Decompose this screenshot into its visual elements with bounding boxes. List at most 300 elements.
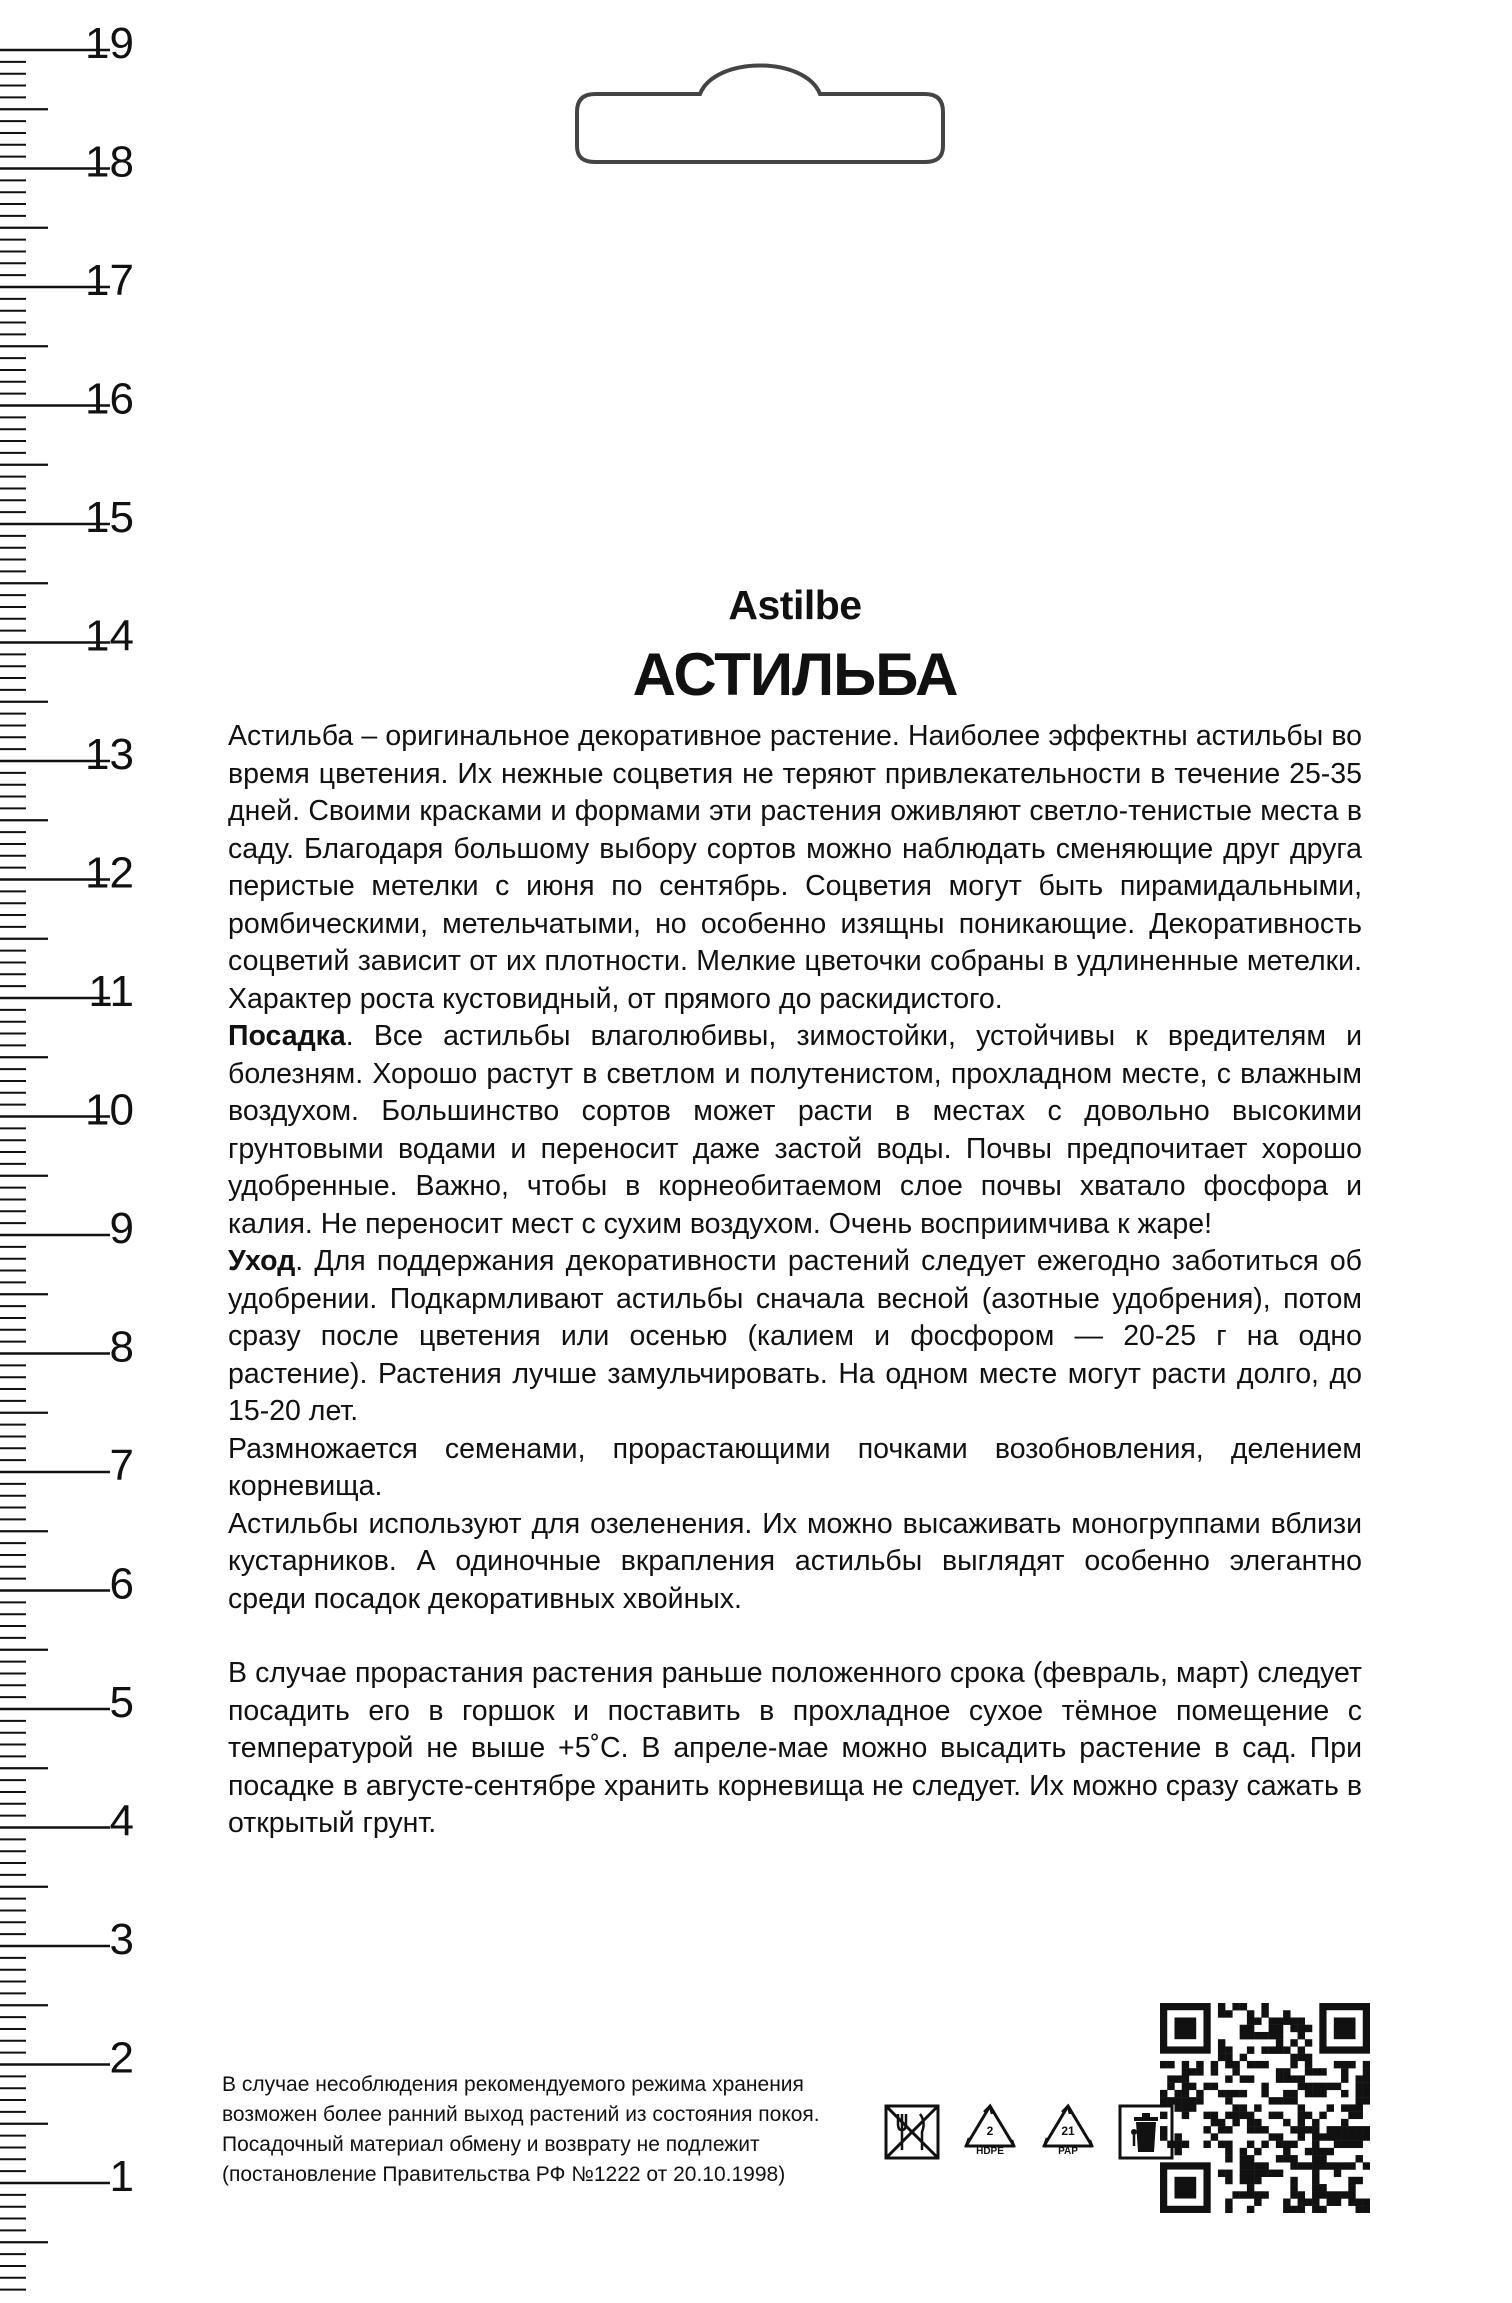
- qr-module: [1232, 2104, 1239, 2111]
- qr-module: [1203, 2141, 1210, 2148]
- qr-module: [1182, 2141, 1189, 2148]
- qr-module: [1341, 2104, 1348, 2111]
- footnote-line: В случае несоблюдения рекомендуемого режима хранения: [222, 2073, 804, 2096]
- qr-module: [1348, 2104, 1355, 2111]
- qr-module: [1261, 2170, 1268, 2177]
- qr-module: [1261, 2032, 1268, 2039]
- qr-module: [1174, 2075, 1181, 2082]
- qr-module: [1327, 2104, 1334, 2111]
- qr-module: [1247, 2017, 1254, 2024]
- qr-module: [1240, 2003, 1247, 2010]
- qr-module: [1269, 2097, 1276, 2104]
- qr-module: [1319, 2112, 1326, 2119]
- ruler-label: 18: [85, 137, 134, 187]
- qr-module: [1348, 2191, 1355, 2198]
- qr-module: [1225, 2054, 1232, 2061]
- qr-module: [1290, 2155, 1297, 2162]
- qr-module: [1254, 2199, 1261, 2206]
- qr-module: [1225, 2097, 1232, 2104]
- qr-module: [1327, 2162, 1334, 2169]
- qr-module: [1276, 2017, 1283, 2024]
- qr-module: [1254, 2177, 1261, 2184]
- qr-module: [1174, 2097, 1181, 2104]
- qr-module: [1218, 2126, 1225, 2133]
- qr-module: [1327, 2148, 1334, 2155]
- qr-module: [1218, 2141, 1225, 2148]
- qr-module: [1363, 2133, 1370, 2140]
- qr-module: [1232, 2061, 1239, 2068]
- qr-module: [1305, 2148, 1312, 2155]
- qr-module: [1269, 2017, 1276, 2024]
- qr-module: [1261, 2010, 1268, 2017]
- qr-module: [1298, 2104, 1305, 2111]
- qr-module: [1247, 2025, 1254, 2032]
- ruler-label: 3: [109, 1915, 134, 1964]
- qr-module: [1341, 2061, 1348, 2068]
- qr-module: [1254, 2126, 1261, 2133]
- qr-module: [1290, 2061, 1297, 2068]
- qr-module: [1276, 2025, 1283, 2032]
- qr-module: [1276, 2046, 1283, 2053]
- qr-module: [1160, 2133, 1167, 2140]
- qr-module: [1312, 2184, 1319, 2191]
- qr-module: [1247, 2155, 1254, 2162]
- qr-module: [1356, 2199, 1363, 2206]
- qr-module: [1225, 2177, 1232, 2184]
- qr-module: [1363, 2126, 1370, 2133]
- qr-module: [1298, 2075, 1305, 2082]
- qr-module: [1305, 2090, 1312, 2097]
- qr-module: [1290, 2097, 1297, 2104]
- qr-module: [1283, 2097, 1290, 2104]
- qr-module: [1312, 2191, 1319, 2198]
- qr-module: [1319, 2083, 1326, 2090]
- qr-module: [1182, 2112, 1189, 2119]
- qr-module: [1276, 2141, 1283, 2148]
- qr-module: [1247, 2112, 1254, 2119]
- qr-module: [1225, 2170, 1232, 2177]
- qr-module: [1182, 2075, 1189, 2082]
- recycle-number: 21: [1061, 2124, 1075, 2138]
- ruler: [0, 0, 150, 2303]
- qr-module: [1225, 2010, 1232, 2017]
- qr-module: [1167, 2097, 1174, 2104]
- qr-module: [1211, 2083, 1218, 2090]
- qr-module: [1290, 2126, 1297, 2133]
- qr-module: [1290, 2141, 1297, 2148]
- qr-module: [1196, 2097, 1203, 2104]
- qr-module: [1319, 2206, 1326, 2213]
- qr-module: [1276, 2068, 1283, 2075]
- qr-module: [1341, 2141, 1348, 2148]
- qr-module: [1269, 2133, 1276, 2140]
- qr-module: [1298, 2206, 1305, 2213]
- qr-module: [1348, 2177, 1355, 2184]
- qr-module: [1254, 2017, 1261, 2024]
- qr-module: [1319, 2184, 1326, 2191]
- qr-module: [1356, 2177, 1363, 2184]
- qr-module: [1363, 2083, 1370, 2090]
- qr-module: [1247, 2162, 1254, 2169]
- qr-module: [1240, 2090, 1247, 2097]
- no-food-contact-icon: [880, 2100, 944, 2164]
- qr-module: [1334, 2191, 1341, 2198]
- qr-module: [1334, 2061, 1341, 2068]
- qr-module: [1218, 2010, 1225, 2017]
- qr-module: [1298, 2162, 1305, 2169]
- qr-module: [1174, 2133, 1181, 2140]
- qr-module: [1232, 2068, 1239, 2075]
- qr-module: [1334, 2126, 1341, 2133]
- qr-module: [1240, 2104, 1247, 2111]
- qr-module: [1298, 2191, 1305, 2198]
- qr-module: [1341, 2090, 1348, 2097]
- care-heading: Уход: [228, 1245, 296, 1277]
- planting-text: . Все астильбы влаголюбивы, зимостойки, устойчивы к вредителям и болезням. Хорошо растут в светлом и полутенистом, прохладном месте, с влажным воздухом. Большинство сортов может расти в местах с довольно высокими грунтовыми водами и переносит даже застой воды. Почвы предпочитает хорошо удобренные. Важно, чтобы в корнеобитаемом слое почвы хватало фосфора и калия. Не переносит мест с сухим воздухом. Очень восприимчива к жаре!: [228, 1020, 1362, 1240]
- qr-module: [1298, 2025, 1305, 2032]
- qr-module: [1189, 2097, 1196, 2104]
- qr-module: [1276, 2039, 1283, 2046]
- qr-module: [1247, 2177, 1254, 2184]
- qr-module: [1356, 2155, 1363, 2162]
- qr-module: [1218, 2039, 1225, 2046]
- qr-module: [1269, 2032, 1276, 2039]
- qr-module: [1298, 2046, 1305, 2053]
- qr-module: [1247, 2046, 1254, 2053]
- qr-module: [1305, 2083, 1312, 2090]
- qr-module: [1290, 2025, 1297, 2032]
- qr-module: [1305, 2025, 1312, 2032]
- qr-module: [1240, 2025, 1247, 2032]
- qr-module: [1276, 2032, 1283, 2039]
- qr-module: [1290, 2090, 1297, 2097]
- qr-module: [1254, 2170, 1261, 2177]
- qr-module: [1254, 2119, 1261, 2126]
- usage-paragraph: Астильбы используют для озеленения. Их можно высаживать моногруппами вблизи кустарников. А одиночные вкрапления астильбы выглядят особенно элегантно среди посадок декоративных хвойных.: [228, 1507, 1362, 1615]
- qr-module: [1232, 2191, 1239, 2198]
- qr-module: [1327, 2126, 1334, 2133]
- qr-module: [1218, 2090, 1225, 2097]
- qr-finder: [1174, 2017, 1196, 2039]
- qr-module: [1189, 2083, 1196, 2090]
- qr-module: [1225, 2126, 1232, 2133]
- qr-module: [1283, 2141, 1290, 2148]
- qr-module: [1218, 2003, 1225, 2010]
- qr-module: [1167, 2083, 1174, 2090]
- qr-module: [1247, 2126, 1254, 2133]
- qr-module: [1327, 2133, 1334, 2140]
- ruler-label: 12: [85, 848, 134, 898]
- ruler-label: 10: [85, 1085, 134, 1135]
- qr-module: [1240, 2112, 1247, 2119]
- qr-module: [1211, 2133, 1218, 2140]
- qr-module: [1341, 2191, 1348, 2198]
- qr-module: [1283, 2075, 1290, 2082]
- recycle-number: 2: [986, 2124, 994, 2138]
- qr-module: [1182, 2104, 1189, 2111]
- recycle-pap-icon: [1036, 2100, 1100, 2164]
- qr-module: [1305, 2054, 1312, 2061]
- ruler-label: 15: [85, 493, 134, 542]
- qr-module: [1298, 2032, 1305, 2039]
- qr-module: [1290, 2177, 1297, 2184]
- qr-module: [1356, 2083, 1363, 2090]
- qr-module: [1211, 2061, 1218, 2068]
- qr-module: [1334, 2170, 1341, 2177]
- qr-module: [1334, 2133, 1341, 2140]
- qr-module: [1319, 2148, 1326, 2155]
- qr-module: [1203, 2083, 1210, 2090]
- qr-code: [1160, 2003, 1370, 2213]
- qr-module: [1334, 2141, 1341, 2148]
- qr-module: [1290, 2191, 1297, 2198]
- qr-module: [1283, 2155, 1290, 2162]
- qr-module: [1247, 2184, 1254, 2191]
- qr-module: [1283, 2119, 1290, 2126]
- qr-module: [1319, 2191, 1326, 2198]
- description: [228, 718, 1362, 1843]
- qr-module: [1189, 2068, 1196, 2075]
- qr-module: [1196, 2068, 1203, 2075]
- ruler-label: 13: [85, 730, 134, 779]
- qr-module: [1298, 2126, 1305, 2133]
- qr-module: [1261, 2003, 1268, 2010]
- qr-module: [1363, 2061, 1370, 2068]
- intro-paragraph: Астильба – оригинальное декоративное растение. Наиболее эффектны астильбы во время цветения. Их нежные соцветия не теряют привлекательности в течение 25-35 дней. Своими красками и формами эти растения оживляют светло-тенистые места в саду. Благодаря большому выбору сортов можно наблюдать сменяющие друг друга перистые метелки с июня по сентябрь. Соцветия могут быть пирамидальными, ромбическими, метельчатыми, но особенно изящны поникающие. Декоративность соцветий зависит от их плотности. Мелкие цветочки собраны в удлиненные метелки. Характер роста кустовидный, от прямого до раскидистого.: [228, 720, 1362, 1015]
- ruler-label: 5: [109, 1678, 134, 1727]
- qr-module: [1348, 2162, 1355, 2169]
- qr-module: [1196, 2061, 1203, 2068]
- qr-module: [1261, 2126, 1268, 2133]
- qr-module: [1240, 2054, 1247, 2061]
- qr-finder: [1334, 2017, 1356, 2039]
- qr-module: [1283, 2010, 1290, 2017]
- qr-finder: [1174, 2177, 1196, 2199]
- qr-module: [1319, 2068, 1326, 2075]
- qr-module: [1225, 2199, 1232, 2206]
- qr-module: [1363, 2206, 1370, 2213]
- qr-module: [1356, 2112, 1363, 2119]
- qr-module: [1247, 2191, 1254, 2198]
- qr-module: [1327, 2191, 1334, 2198]
- qr-module: [1232, 2003, 1239, 2010]
- qr-module: [1240, 2155, 1247, 2162]
- qr-module: [1283, 2206, 1290, 2213]
- qr-module: [1363, 2199, 1370, 2206]
- qr-module: [1167, 2075, 1174, 2082]
- qr-module: [1356, 2206, 1363, 2213]
- qr-module: [1298, 2054, 1305, 2061]
- qr-module: [1247, 2061, 1254, 2068]
- qr-module: [1327, 2199, 1334, 2206]
- qr-module: [1312, 2148, 1319, 2155]
- qr-module: [1211, 2112, 1218, 2119]
- storage-footnote: [222, 2070, 902, 2190]
- qr-module: [1363, 2162, 1370, 2169]
- qr-module: [1290, 2054, 1297, 2061]
- qr-module: [1334, 2199, 1341, 2206]
- qr-module: [1225, 2206, 1232, 2213]
- ruler-label: 17: [85, 256, 134, 305]
- qr-module: [1261, 2046, 1268, 2053]
- qr-module: [1312, 2083, 1319, 2090]
- footnote-line: Посадочный материал обмену и возврату не подлежит: [222, 2133, 760, 2156]
- qr-module: [1327, 2083, 1334, 2090]
- qr-module: [1276, 2075, 1283, 2082]
- qr-module: [1298, 2133, 1305, 2140]
- ruler-label: 2: [109, 2033, 134, 2083]
- qr-module: [1211, 2068, 1218, 2075]
- qr-module: [1254, 2191, 1261, 2198]
- storage-paragraph: В случае прорастания растения раньше положенного срока (февраль, март) следует посадить его в горшок и поставить в прохладное сухое тёмное помещение с температурой не выше +5˚С. В апреле-мае можно высадить растение в сад. При посадке в августе-сентябре хранить корневища не следует. Их можно сразу сажать в открытый грунт.: [228, 1657, 1362, 1839]
- qr-module: [1203, 2112, 1210, 2119]
- ruler-label: 7: [109, 1441, 134, 1490]
- qr-module: [1254, 2162, 1261, 2169]
- qr-module: [1319, 2162, 1326, 2169]
- qr-module: [1356, 2126, 1363, 2133]
- qr-module: [1305, 2199, 1312, 2206]
- qr-module: [1261, 2191, 1268, 2198]
- qr-module: [1283, 2090, 1290, 2097]
- qr-module: [1182, 2090, 1189, 2097]
- qr-module: [1167, 2061, 1174, 2068]
- ruler-label: 11: [88, 967, 134, 1016]
- qr-module: [1305, 2162, 1312, 2169]
- qr-module: [1341, 2126, 1348, 2133]
- qr-module: [1312, 2206, 1319, 2213]
- qr-module: [1290, 2017, 1297, 2024]
- qr-module: [1319, 2155, 1326, 2162]
- ruler-label: 4: [109, 1796, 134, 1846]
- planting-paragraph: [228, 1018, 1362, 1243]
- qr-module: [1334, 2162, 1341, 2169]
- qr-module: [1182, 2061, 1189, 2068]
- qr-module: [1305, 2126, 1312, 2133]
- qr-module: [1312, 2177, 1319, 2184]
- qr-module: [1174, 2090, 1181, 2097]
- qr-module: [1269, 2046, 1276, 2053]
- qr-module: [1225, 2090, 1232, 2097]
- qr-module: [1348, 2061, 1355, 2068]
- qr-module: [1348, 2133, 1355, 2140]
- qr-module: [1356, 2133, 1363, 2140]
- qr-module: [1254, 2148, 1261, 2155]
- qr-module: [1225, 2148, 1232, 2155]
- qr-module: [1312, 2155, 1319, 2162]
- qr-module: [1160, 2061, 1167, 2068]
- qr-module: [1240, 2032, 1247, 2039]
- recycle-label: HDPE: [976, 2146, 1004, 2157]
- qr-module: [1182, 2068, 1189, 2075]
- qr-module: [1290, 2075, 1297, 2082]
- qr-module: [1232, 2090, 1239, 2097]
- qr-module: [1247, 2141, 1254, 2148]
- qr-module: [1174, 2104, 1181, 2111]
- qr-module: [1196, 2090, 1203, 2097]
- qr-module: [1247, 2032, 1254, 2039]
- qr-module: [1276, 2097, 1283, 2104]
- qr-module: [1218, 2170, 1225, 2177]
- ruler-label: 8: [109, 1322, 134, 1372]
- propagation-paragraph: Размножается семенами, прорастающими почками возобновления, делением корневища.: [228, 1432, 1362, 1502]
- qr-module: [1341, 2119, 1348, 2126]
- qr-module: [1247, 2206, 1254, 2213]
- qr-module: [1319, 2090, 1326, 2097]
- qr-module: [1305, 2112, 1312, 2119]
- qr-module: [1290, 2206, 1297, 2213]
- qr-module: [1225, 2112, 1232, 2119]
- latin-name: Astilbe: [728, 582, 862, 628]
- qr-module: [1254, 2032, 1261, 2039]
- qr-module: [1298, 2199, 1305, 2206]
- qr-module: [1232, 2119, 1239, 2126]
- qr-module: [1312, 2126, 1319, 2133]
- qr-module: [1160, 2112, 1167, 2119]
- qr-module: [1283, 2199, 1290, 2206]
- qr-module: [1225, 2075, 1232, 2082]
- qr-module: [1312, 2162, 1319, 2169]
- qr-module: [1182, 2083, 1189, 2090]
- packaging-icons: [880, 2100, 1178, 2164]
- qr-module: [1203, 2126, 1210, 2133]
- qr-module: [1247, 2170, 1254, 2177]
- qr-module: [1218, 2046, 1225, 2053]
- qr-module: [1348, 2199, 1355, 2206]
- qr-module: [1348, 2141, 1355, 2148]
- qr-module: [1341, 2133, 1348, 2140]
- qr-module: [1174, 2148, 1181, 2155]
- qr-module: [1254, 2104, 1261, 2111]
- qr-module: [1225, 2155, 1232, 2162]
- qr-module: [1247, 2119, 1254, 2126]
- ruler-label: 1: [109, 2152, 134, 2201]
- qr-module: [1348, 2126, 1355, 2133]
- qr-module: [1363, 2097, 1370, 2104]
- qr-module: [1269, 2025, 1276, 2032]
- qr-module: [1305, 2061, 1312, 2068]
- ruler-label: 6: [109, 1559, 134, 1609]
- qr-module: [1312, 2119, 1319, 2126]
- qr-module: [1363, 2068, 1370, 2075]
- qr-module: [1182, 2097, 1189, 2104]
- qr-module: [1225, 2061, 1232, 2068]
- qr-module: [1341, 2075, 1348, 2082]
- qr-module: [1160, 2090, 1167, 2097]
- qr-module: [1348, 2112, 1355, 2119]
- qr-module: [1356, 2090, 1363, 2097]
- qr-module: [1276, 2155, 1283, 2162]
- qr-module: [1225, 2046, 1232, 2053]
- qr-module: [1312, 2068, 1319, 2075]
- qr-module: [1240, 2075, 1247, 2082]
- qr-module: [1283, 2148, 1290, 2155]
- qr-module: [1261, 2141, 1268, 2148]
- qr-module: [1319, 2133, 1326, 2140]
- qr-module: [1240, 2162, 1247, 2169]
- qr-module: [1312, 2090, 1319, 2097]
- qr-module: [1312, 2170, 1319, 2177]
- qr-module: [1283, 2068, 1290, 2075]
- qr-module: [1261, 2061, 1268, 2068]
- qr-module: [1261, 2090, 1268, 2097]
- qr-module: [1290, 2039, 1297, 2046]
- qr-module: [1254, 2061, 1261, 2068]
- qr-module: [1363, 2075, 1370, 2082]
- hanger-hole: [565, 56, 965, 166]
- ruler-label: 14: [85, 611, 134, 661]
- qr-module: [1312, 2199, 1319, 2206]
- qr-module: [1240, 2191, 1247, 2198]
